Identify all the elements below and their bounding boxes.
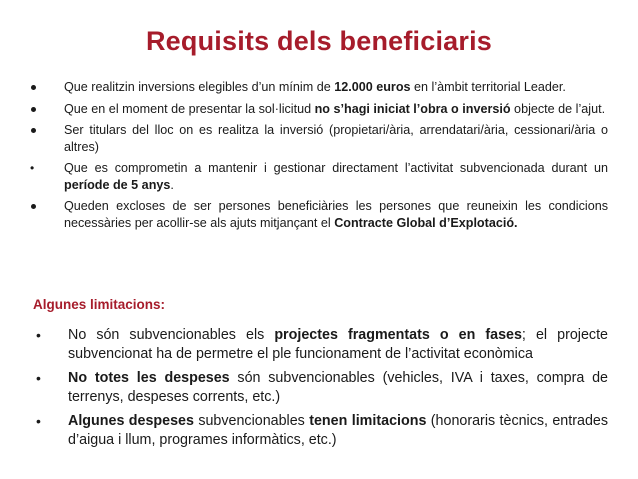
item-text bbox=[68, 370, 608, 405]
bullet-icon: • bbox=[36, 413, 41, 429]
emphasis-text: 12.000 euros bbox=[334, 80, 411, 94]
item-text bbox=[64, 161, 608, 192]
text-run: Queden excloses de ser persones beneficiàries les persones que reuneixin les condicions necessàries per acollir-se als ajuts mitjançant el bbox=[64, 199, 608, 230]
item-text bbox=[64, 80, 566, 94]
emphasis-text: Contracte Global d’Explotació. bbox=[334, 215, 518, 230]
list-item bbox=[26, 198, 608, 231]
text-run: són subvencionables (vehicles, IVA i taxes, compra de terrenys, despeses corrents, etc.) bbox=[68, 370, 608, 405]
emphasis-text: No totes les despeses bbox=[68, 370, 230, 386]
list-item bbox=[30, 369, 608, 406]
list-item bbox=[26, 101, 608, 118]
text-run: Que realitzin inversions elegibles d’un mínim de bbox=[64, 80, 335, 94]
bullet-icon bbox=[31, 107, 36, 112]
text-run: ; el projecte subvencionat ha de permetre el ple funcionament de l’activitat econòmica bbox=[68, 327, 608, 362]
emphasis-text: tenen limitacions bbox=[309, 413, 427, 429]
list-item bbox=[30, 412, 608, 449]
text-run: (honoraris tècnics, entrades d’aigua i llum, programes informàtics, etc.) bbox=[68, 413, 608, 448]
text-run: en l’àmbit territorial Leader. bbox=[410, 80, 566, 94]
requirements-list bbox=[26, 79, 608, 236]
bullet-icon: • bbox=[36, 370, 41, 386]
limitations-heading: Algunes limitacions: bbox=[33, 297, 166, 312]
bullet-icon: • bbox=[36, 327, 41, 343]
bullet-icon bbox=[31, 85, 36, 90]
list-item bbox=[26, 122, 608, 155]
emphasis-text: projectes fragmentats o en fases bbox=[274, 327, 522, 343]
text-run: . bbox=[170, 177, 174, 192]
bullet-icon bbox=[31, 128, 36, 133]
limitations-list bbox=[30, 326, 608, 455]
text-run: Ser titulars del lloc on es realitza la inversió (propietari/ària, arrendatari/ària, cessionari/ària o altres) bbox=[64, 123, 608, 154]
slide-title: Requisits dels beneficiaris bbox=[145, 26, 493, 56]
text-run: subvencionables bbox=[193, 413, 310, 429]
item-text bbox=[64, 102, 605, 116]
text-run: objecte de l’ajut. bbox=[510, 101, 606, 116]
bullet-icon bbox=[31, 204, 36, 209]
text-run: No són subvencionables els bbox=[68, 327, 275, 343]
bullet-icon: • bbox=[30, 161, 35, 175]
text-run: Que es comprometin a mantenir i gestionar directament l’activitat subvencionada durant un bbox=[64, 161, 608, 175]
emphasis-text: no s’hagi iniciat l’obra o inversió bbox=[314, 101, 511, 116]
text-run: Que en el moment de presentar la sol·licitud bbox=[64, 101, 315, 116]
item-text bbox=[68, 413, 608, 448]
item-text bbox=[68, 327, 608, 362]
item-text bbox=[64, 123, 608, 154]
item-text bbox=[64, 199, 608, 230]
emphasis-text: període de 5 anys bbox=[64, 177, 171, 192]
list-item bbox=[30, 326, 608, 363]
emphasis-text: Algunes despeses bbox=[68, 413, 194, 429]
list-item bbox=[26, 79, 608, 96]
list-item bbox=[26, 160, 608, 193]
